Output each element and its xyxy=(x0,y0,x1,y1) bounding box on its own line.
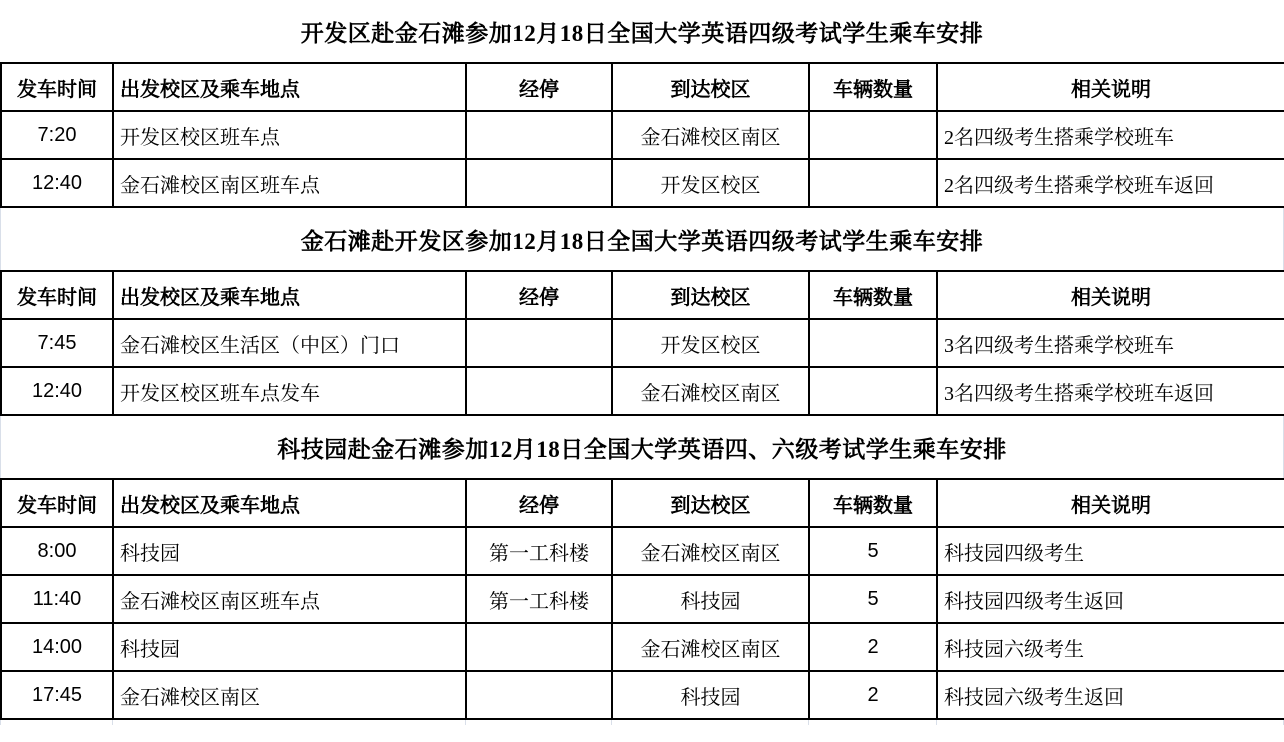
table-row xyxy=(1,623,1284,671)
gridline xyxy=(112,720,113,725)
remarks-cell: 2名四级考生搭乘学校班车返回 xyxy=(937,159,1284,207)
departure-time-cell: 12:40 xyxy=(1,159,113,207)
gridline xyxy=(465,720,466,725)
column-header: 经停 xyxy=(466,63,612,111)
schedule-section-2 xyxy=(0,208,1284,416)
via-stop-cell xyxy=(466,367,612,415)
origin-cell: 金石滩校区南区班车点 xyxy=(113,159,466,207)
vehicle-count-cell xyxy=(809,111,937,159)
via-stop-cell xyxy=(466,319,612,367)
column-header: 车辆数量 xyxy=(809,271,937,319)
destination-cell: 开发区校区 xyxy=(612,159,809,207)
gridline xyxy=(808,720,809,725)
column-header: 相关说明 xyxy=(937,271,1284,319)
origin-cell: 科技园 xyxy=(113,623,466,671)
column-header: 出发校区及乘车地点 xyxy=(113,63,466,111)
vehicle-count-cell xyxy=(809,367,937,415)
remarks-cell: 3名四级考生搭乘学校班车返回 xyxy=(937,367,1284,415)
via-stop-cell xyxy=(466,671,612,719)
origin-cell: 科技园 xyxy=(113,527,466,575)
column-header: 出发校区及乘车地点 xyxy=(113,479,466,527)
column-header: 到达校区 xyxy=(612,63,809,111)
departure-time-cell: 8:00 xyxy=(1,527,113,575)
origin-cell: 开发区校区班车点 xyxy=(113,111,466,159)
origin-cell: 金石滩校区生活区（中区）门口 xyxy=(113,319,466,367)
column-header: 车辆数量 xyxy=(809,63,937,111)
destination-cell: 金石滩校区南区 xyxy=(612,111,809,159)
vehicle-count-cell xyxy=(809,159,937,207)
column-header: 发车时间 xyxy=(1,63,113,111)
schedule-section-1 xyxy=(0,0,1284,208)
remarks-cell: 科技园四级考生返回 xyxy=(937,575,1284,623)
vehicle-count-cell xyxy=(809,319,937,367)
table-row xyxy=(1,367,1284,415)
column-header: 经停 xyxy=(466,479,612,527)
destination-cell: 金石滩校区南区 xyxy=(612,623,809,671)
gridline-strip xyxy=(0,720,1284,725)
column-header: 到达校区 xyxy=(612,479,809,527)
schedule-section-3 xyxy=(0,416,1284,720)
column-header: 相关说明 xyxy=(937,479,1284,527)
via-stop-cell: 第一工科楼 xyxy=(466,527,612,575)
departure-time-cell: 14:00 xyxy=(1,623,113,671)
table-row xyxy=(1,111,1284,159)
gridline xyxy=(611,720,612,725)
table-title: 开发区赴金石滩参加12月18日全国大学英语四级考试学生乘车安排 xyxy=(300,20,984,46)
column-header: 发车时间 xyxy=(1,271,113,319)
via-stop-cell xyxy=(466,159,612,207)
header-row xyxy=(1,479,1284,527)
column-header: 到达校区 xyxy=(612,271,809,319)
column-header: 经停 xyxy=(466,271,612,319)
departure-time-cell: 7:20 xyxy=(1,111,113,159)
table-row xyxy=(1,575,1284,623)
destination-cell: 科技园 xyxy=(612,671,809,719)
remarks-cell: 科技园六级考生 xyxy=(937,623,1284,671)
table-title: 金石滩赴开发区参加12月18日全国大学英语四级考试学生乘车安排 xyxy=(0,208,1284,270)
gridline xyxy=(0,720,1,725)
via-stop-cell xyxy=(466,623,612,671)
departure-time-cell: 11:40 xyxy=(1,575,113,623)
departure-time-cell: 17:45 xyxy=(1,671,113,719)
via-stop-cell xyxy=(466,111,612,159)
column-header: 相关说明 xyxy=(937,63,1284,111)
destination-cell: 科技园 xyxy=(612,575,809,623)
remarks-cell: 3名四级考生搭乘学校班车 xyxy=(937,319,1284,367)
table-row xyxy=(1,671,1284,719)
destination-cell: 金石滩校区南区 xyxy=(612,367,809,415)
table-row xyxy=(1,319,1284,367)
origin-cell: 开发区校区班车点发车 xyxy=(113,367,466,415)
destination-cell: 金石滩校区南区 xyxy=(612,527,809,575)
header-row xyxy=(1,271,1284,319)
bus-schedule-table xyxy=(0,270,1284,416)
departure-time-cell: 12:40 xyxy=(1,367,113,415)
column-header: 出发校区及乘车地点 xyxy=(113,271,466,319)
bus-schedule-table xyxy=(0,62,1284,208)
gridline xyxy=(936,720,937,725)
header-row xyxy=(1,63,1284,111)
remarks-cell: 2名四级考生搭乘学校班车 xyxy=(937,111,1284,159)
column-header: 车辆数量 xyxy=(809,479,937,527)
bus-schedule-table xyxy=(0,478,1284,720)
column-header: 发车时间 xyxy=(1,479,113,527)
remarks-cell: 科技园六级考生返回 xyxy=(937,671,1284,719)
table-title: 科技园赴金石滩参加12月18日全国大学英语四、六级考试学生乘车安排 xyxy=(0,416,1284,478)
vehicle-count-cell: 2 xyxy=(809,623,937,671)
origin-cell: 金石滩校区南区 xyxy=(113,671,466,719)
vehicle-count-cell: 5 xyxy=(809,527,937,575)
destination-cell: 开发区校区 xyxy=(612,319,809,367)
remarks-cell: 科技园四级考生 xyxy=(937,527,1284,575)
origin-cell: 金石滩校区南区班车点 xyxy=(113,575,466,623)
table-row xyxy=(1,527,1284,575)
via-stop-cell: 第一工科楼 xyxy=(466,575,612,623)
vehicle-count-cell: 5 xyxy=(809,575,937,623)
departure-time-cell: 7:45 xyxy=(1,319,113,367)
vehicle-count-cell: 2 xyxy=(809,671,937,719)
table-row xyxy=(1,159,1284,207)
